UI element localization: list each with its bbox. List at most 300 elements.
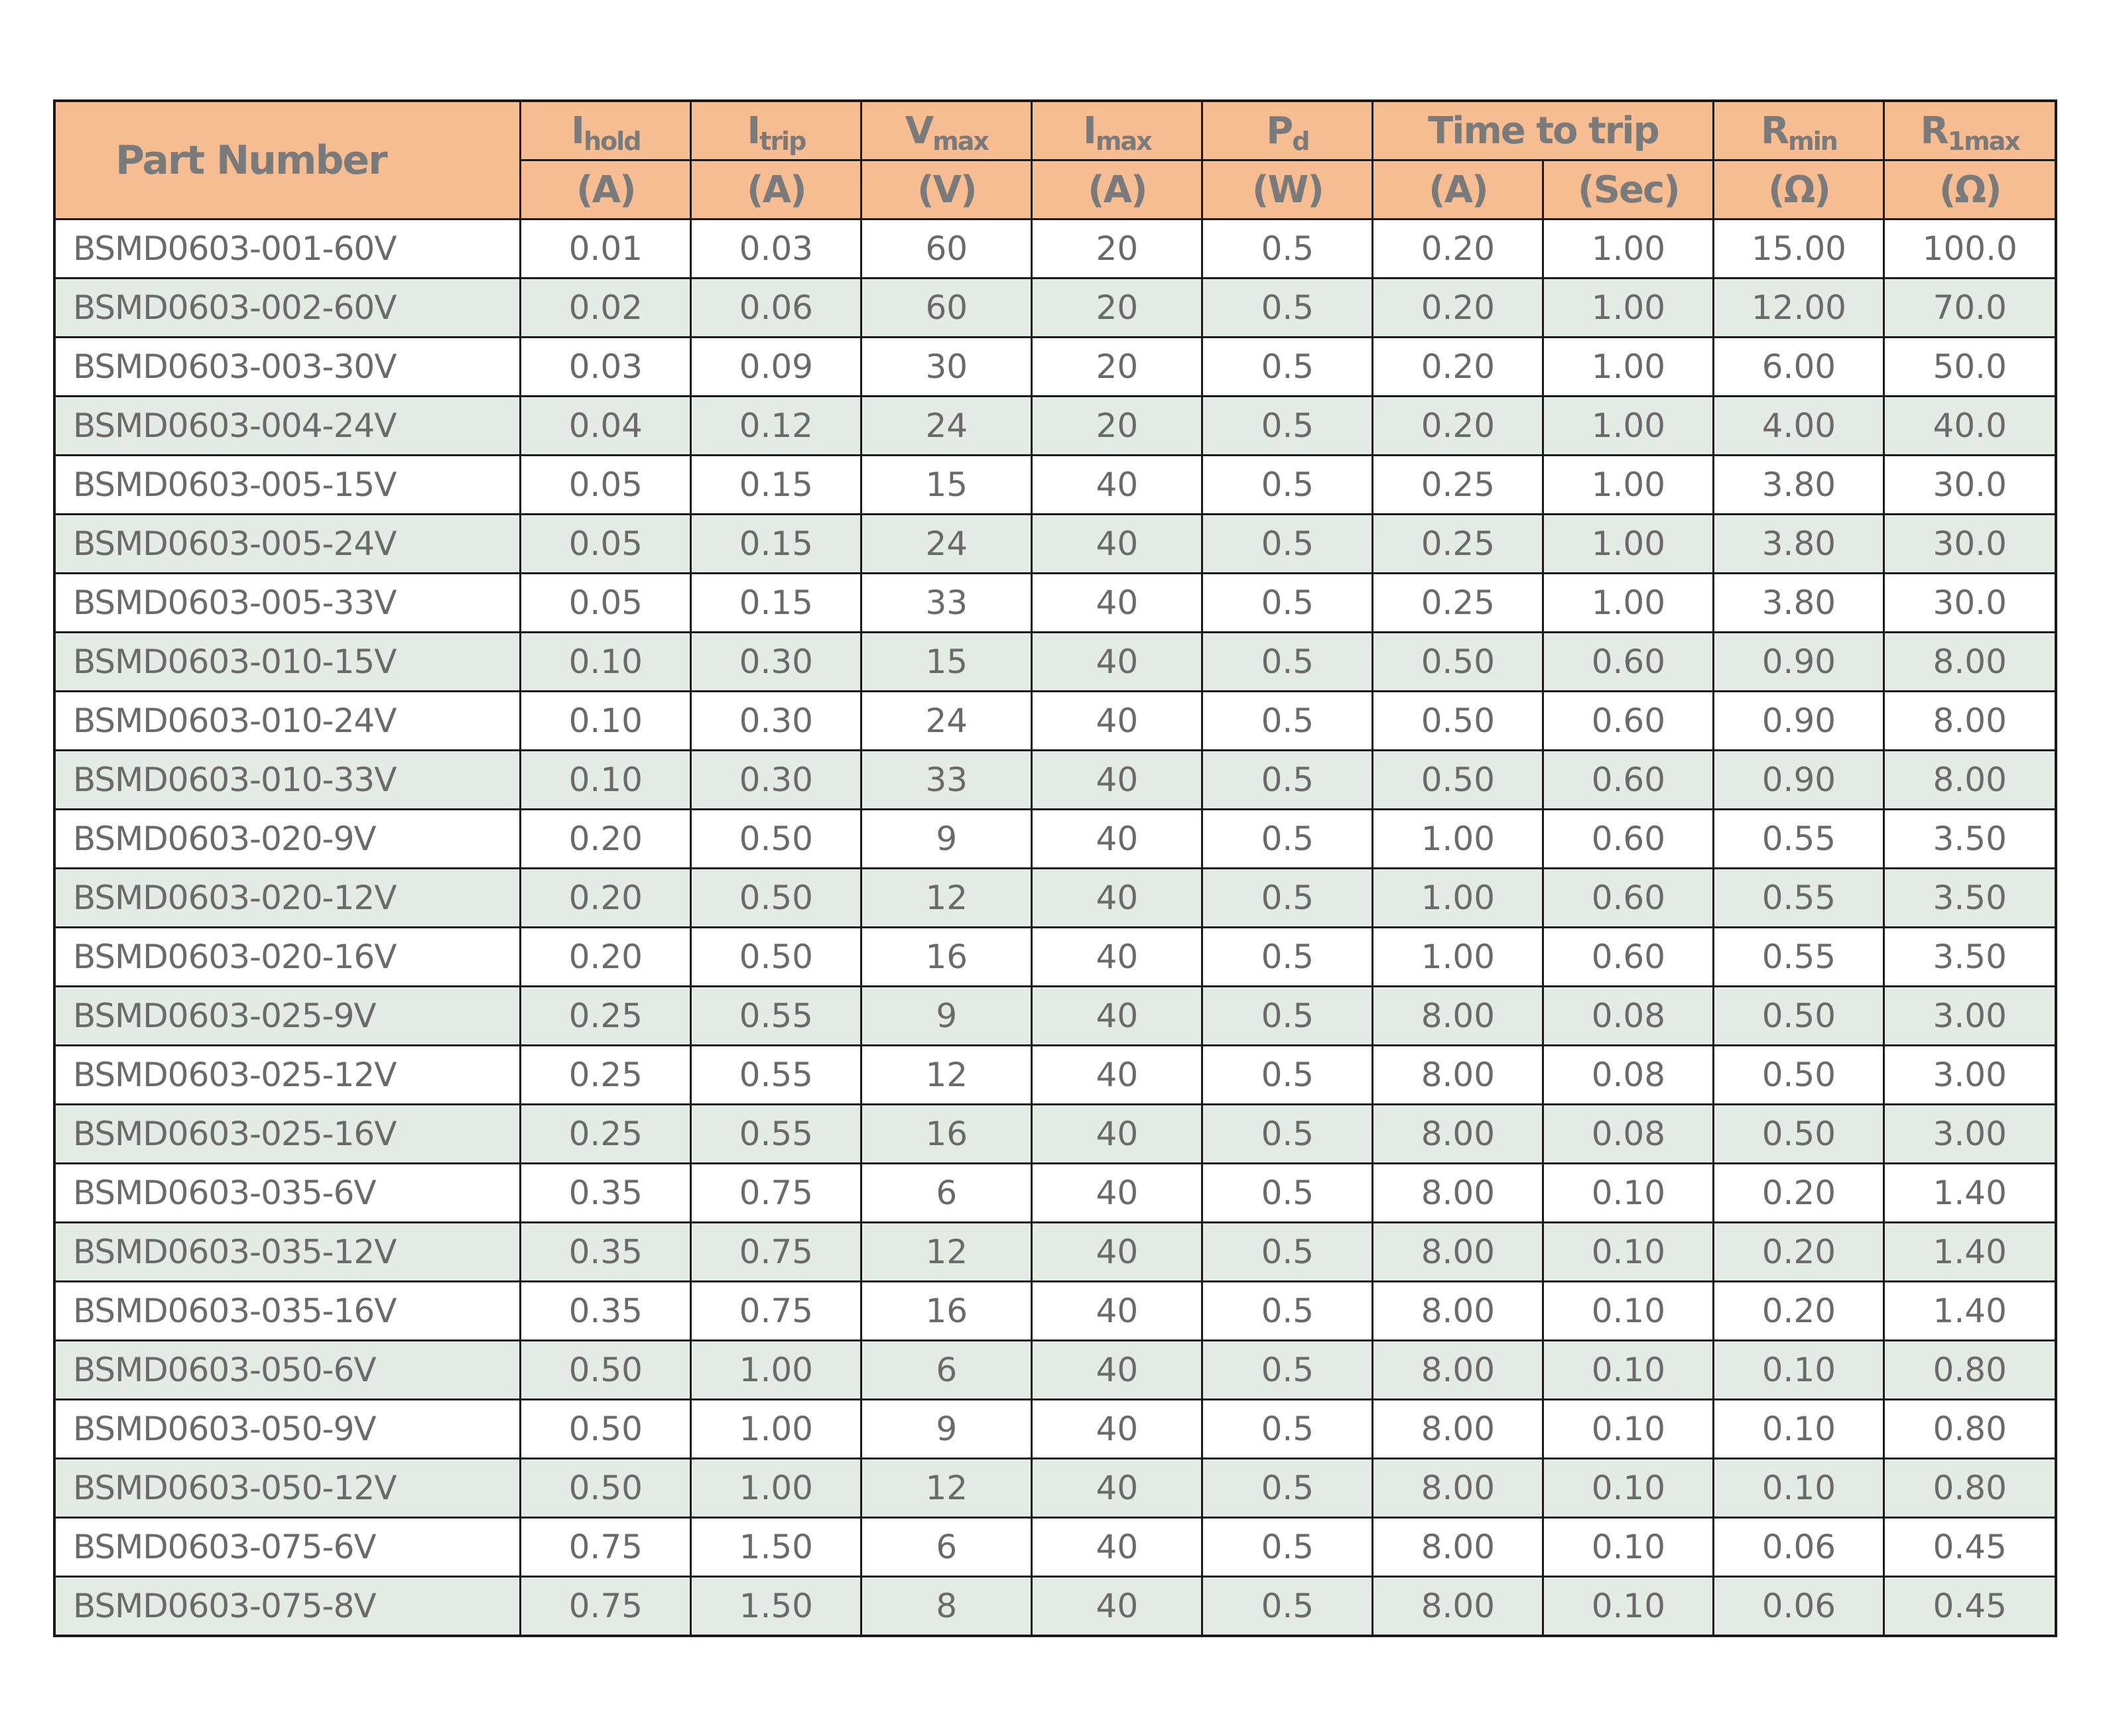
cell-pd: 0.5 — [1202, 1105, 1373, 1164]
cell-part-number: BSMD0603-003-30V — [54, 338, 521, 397]
cell-trip-time: 1.00 — [1543, 574, 1714, 633]
cell-r1max: 8.00 — [1884, 692, 2056, 751]
header-imax-sub: max — [1095, 126, 1151, 156]
cell-vmax: 16 — [861, 1282, 1032, 1341]
cell-r1max: 1.40 — [1884, 1223, 2056, 1282]
cell-r1max: 1.40 — [1884, 1164, 2056, 1223]
header-time-to-trip-unit-sec: (Sec) — [1543, 160, 1714, 219]
cell-itrip: 0.09 — [691, 338, 861, 397]
cell-pd: 0.5 — [1202, 1459, 1373, 1518]
cell-imax: 40 — [1032, 633, 1202, 692]
cell-ihold: 0.05 — [521, 574, 691, 633]
cell-trip-time: 0.10 — [1543, 1400, 1714, 1459]
cell-r1max: 40.0 — [1884, 397, 2056, 456]
table-body — [54, 219, 2056, 1637]
cell-trip-current: 1.00 — [1373, 869, 1543, 928]
cell-rmin: 0.10 — [1714, 1341, 1884, 1400]
cell-trip-time: 0.10 — [1543, 1518, 1714, 1577]
table-row — [54, 1518, 2056, 1577]
cell-rmin: 4.00 — [1714, 397, 1884, 456]
cell-vmax: 24 — [861, 692, 1032, 751]
cell-pd: 0.5 — [1202, 633, 1373, 692]
cell-pd: 0.5 — [1202, 1046, 1373, 1105]
cell-pd: 0.5 — [1202, 1341, 1373, 1400]
table-row — [54, 279, 2056, 338]
cell-ihold: 0.04 — [521, 397, 691, 456]
header-time-to-trip-unit-a: (A) — [1373, 160, 1543, 219]
cell-imax: 40 — [1032, 456, 1202, 515]
cell-part-number: BSMD0603-035-12V — [54, 1223, 521, 1282]
header-ihold-main: I — [571, 109, 584, 153]
cell-rmin: 3.80 — [1714, 574, 1884, 633]
cell-itrip: 0.30 — [691, 751, 861, 810]
cell-part-number: BSMD0603-020-16V — [54, 928, 521, 987]
header-itrip-main: I — [747, 109, 760, 153]
cell-itrip: 0.50 — [691, 810, 861, 869]
cell-rmin: 0.50 — [1714, 987, 1884, 1046]
table-row — [54, 338, 2056, 397]
cell-pd: 0.5 — [1202, 810, 1373, 869]
cell-vmax: 6 — [861, 1341, 1032, 1400]
cell-r1max: 8.00 — [1884, 633, 2056, 692]
cell-itrip: 1.50 — [691, 1518, 861, 1577]
cell-itrip: 0.55 — [691, 987, 861, 1046]
table-row — [54, 751, 2056, 810]
cell-pd: 0.5 — [1202, 692, 1373, 751]
header-pd — [1202, 101, 1373, 160]
header-ihold-sub: hold — [584, 126, 641, 156]
cell-r1max: 0.80 — [1884, 1341, 2056, 1400]
cell-rmin: 0.20 — [1714, 1223, 1884, 1282]
cell-ihold: 0.25 — [521, 987, 691, 1046]
cell-itrip: 1.00 — [691, 1459, 861, 1518]
cell-ihold: 0.01 — [521, 219, 691, 279]
cell-vmax: 12 — [861, 1459, 1032, 1518]
table-row — [54, 1223, 2056, 1282]
cell-trip-current: 0.50 — [1373, 692, 1543, 751]
cell-vmax: 12 — [861, 869, 1032, 928]
cell-vmax: 15 — [861, 456, 1032, 515]
cell-pd: 0.5 — [1202, 219, 1373, 279]
cell-imax: 40 — [1032, 987, 1202, 1046]
cell-part-number: BSMD0603-005-24V — [54, 515, 521, 574]
cell-imax: 40 — [1032, 574, 1202, 633]
cell-trip-current: 8.00 — [1373, 1400, 1543, 1459]
header-pd-unit: (W) — [1202, 160, 1373, 219]
cell-vmax: 15 — [861, 633, 1032, 692]
cell-r1max: 100.0 — [1884, 219, 2056, 279]
cell-ihold: 0.25 — [521, 1105, 691, 1164]
cell-rmin: 0.90 — [1714, 692, 1884, 751]
cell-itrip: 0.30 — [691, 633, 861, 692]
header-rmin-unit: (Ω) — [1714, 160, 1884, 219]
cell-trip-current: 8.00 — [1373, 1282, 1543, 1341]
cell-imax: 40 — [1032, 1341, 1202, 1400]
cell-part-number: BSMD0603-010-33V — [54, 751, 521, 810]
cell-part-number: BSMD0603-025-9V — [54, 987, 521, 1046]
cell-r1max: 8.00 — [1884, 751, 2056, 810]
cell-pd: 0.5 — [1202, 279, 1373, 338]
table-row — [54, 692, 2056, 751]
cell-imax: 20 — [1032, 338, 1202, 397]
cell-trip-time: 0.08 — [1543, 987, 1714, 1046]
table-row — [54, 869, 2056, 928]
cell-pd: 0.5 — [1202, 928, 1373, 987]
cell-ihold: 0.50 — [521, 1341, 691, 1400]
cell-trip-time: 0.60 — [1543, 692, 1714, 751]
cell-r1max: 50.0 — [1884, 338, 2056, 397]
header-itrip-sub: trip — [759, 126, 806, 156]
cell-vmax: 60 — [861, 219, 1032, 279]
header-rmin — [1714, 101, 1884, 160]
cell-trip-time: 1.00 — [1543, 219, 1714, 279]
header-rmin-main: R — [1761, 109, 1789, 153]
cell-trip-current: 0.20 — [1373, 397, 1543, 456]
cell-pd: 0.5 — [1202, 1282, 1373, 1341]
cell-trip-time: 0.10 — [1543, 1577, 1714, 1637]
cell-r1max: 30.0 — [1884, 515, 2056, 574]
cell-trip-current: 8.00 — [1373, 1341, 1543, 1400]
cell-vmax: 60 — [861, 279, 1032, 338]
cell-vmax: 9 — [861, 810, 1032, 869]
cell-part-number: BSMD0603-004-24V — [54, 397, 521, 456]
cell-trip-current: 0.25 — [1373, 515, 1543, 574]
cell-trip-current: 8.00 — [1373, 1459, 1543, 1518]
cell-ihold: 0.75 — [521, 1577, 691, 1637]
cell-vmax: 24 — [861, 397, 1032, 456]
cell-rmin: 0.50 — [1714, 1105, 1884, 1164]
cell-trip-current: 8.00 — [1373, 987, 1543, 1046]
cell-itrip: 0.12 — [691, 397, 861, 456]
cell-part-number: BSMD0603-020-9V — [54, 810, 521, 869]
header-ihold — [521, 101, 691, 160]
cell-pd: 0.5 — [1202, 515, 1373, 574]
table-row — [54, 810, 2056, 869]
header-pd-main: P — [1266, 109, 1293, 153]
cell-trip-current: 0.20 — [1373, 279, 1543, 338]
cell-vmax: 16 — [861, 1105, 1032, 1164]
cell-imax: 40 — [1032, 1223, 1202, 1282]
cell-trip-current: 0.25 — [1373, 456, 1543, 515]
header-rmin-sub: min — [1788, 126, 1837, 156]
cell-rmin: 6.00 — [1714, 338, 1884, 397]
cell-trip-time: 0.60 — [1543, 810, 1714, 869]
cell-trip-time: 0.60 — [1543, 633, 1714, 692]
cell-imax: 40 — [1032, 810, 1202, 869]
cell-itrip: 1.00 — [691, 1341, 861, 1400]
cell-vmax: 6 — [861, 1518, 1032, 1577]
cell-itrip: 0.50 — [691, 928, 861, 987]
cell-ihold: 0.35 — [521, 1223, 691, 1282]
cell-r1max: 30.0 — [1884, 574, 2056, 633]
cell-part-number: BSMD0603-075-6V — [54, 1518, 521, 1577]
cell-vmax: 33 — [861, 751, 1032, 810]
header-vmax-main: V — [905, 109, 933, 153]
cell-itrip: 0.15 — [691, 515, 861, 574]
header-r1max-sub: 1max — [1947, 126, 2019, 156]
cell-trip-time: 0.08 — [1543, 1105, 1714, 1164]
cell-ihold: 0.10 — [521, 633, 691, 692]
cell-pd: 0.5 — [1202, 574, 1373, 633]
header-imax-unit: (A) — [1032, 160, 1202, 219]
cell-trip-time: 0.60 — [1543, 928, 1714, 987]
cell-ihold: 0.02 — [521, 279, 691, 338]
cell-trip-time: 1.00 — [1543, 456, 1714, 515]
header-r1max-main: R — [1920, 109, 1948, 153]
cell-pd: 0.5 — [1202, 397, 1373, 456]
cell-rmin: 3.80 — [1714, 456, 1884, 515]
cell-rmin: 0.20 — [1714, 1282, 1884, 1341]
cell-trip-current: 8.00 — [1373, 1105, 1543, 1164]
cell-vmax: 8 — [861, 1577, 1032, 1637]
cell-ihold: 0.20 — [521, 869, 691, 928]
cell-trip-current: 8.00 — [1373, 1164, 1543, 1223]
table-row — [54, 219, 2056, 279]
cell-trip-current: 0.25 — [1373, 574, 1543, 633]
cell-imax: 40 — [1032, 928, 1202, 987]
cell-imax: 40 — [1032, 515, 1202, 574]
cell-trip-current: 8.00 — [1373, 1046, 1543, 1105]
cell-part-number: BSMD0603-025-12V — [54, 1046, 521, 1105]
cell-trip-time: 0.10 — [1543, 1459, 1714, 1518]
cell-trip-current: 1.00 — [1373, 928, 1543, 987]
cell-pd: 0.5 — [1202, 1164, 1373, 1223]
cell-imax: 40 — [1032, 751, 1202, 810]
cell-trip-current: 1.00 — [1373, 810, 1543, 869]
cell-pd: 0.5 — [1202, 456, 1373, 515]
cell-rmin: 0.55 — [1714, 810, 1884, 869]
cell-trip-current: 0.20 — [1373, 338, 1543, 397]
cell-r1max: 3.00 — [1884, 1046, 2056, 1105]
cell-rmin: 0.55 — [1714, 928, 1884, 987]
cell-rmin: 0.06 — [1714, 1577, 1884, 1637]
cell-trip-time: 0.10 — [1543, 1282, 1714, 1341]
cell-rmin: 0.50 — [1714, 1046, 1884, 1105]
cell-ihold: 0.25 — [521, 1046, 691, 1105]
cell-r1max: 0.80 — [1884, 1459, 2056, 1518]
cell-itrip: 0.50 — [691, 869, 861, 928]
cell-vmax: 12 — [861, 1223, 1032, 1282]
cell-rmin: 0.10 — [1714, 1459, 1884, 1518]
cell-itrip: 0.75 — [691, 1282, 861, 1341]
table-row — [54, 1459, 2056, 1518]
header-r1max-unit: (Ω) — [1884, 160, 2056, 219]
cell-part-number: BSMD0603-002-60V — [54, 279, 521, 338]
cell-rmin: 3.80 — [1714, 515, 1884, 574]
cell-part-number: BSMD0603-025-16V — [54, 1105, 521, 1164]
cell-part-number: BSMD0603-005-15V — [54, 456, 521, 515]
cell-rmin: 15.00 — [1714, 219, 1884, 279]
cell-vmax: 33 — [861, 574, 1032, 633]
cell-imax: 40 — [1032, 1164, 1202, 1223]
cell-trip-current: 0.50 — [1373, 751, 1543, 810]
cell-itrip: 1.00 — [691, 1400, 861, 1459]
header-part-number: Part Number — [54, 101, 521, 219]
table-row — [54, 1046, 2056, 1105]
cell-trip-time: 1.00 — [1543, 279, 1714, 338]
cell-part-number: BSMD0603-005-33V — [54, 574, 521, 633]
cell-itrip: 0.15 — [691, 574, 861, 633]
cell-pd: 0.5 — [1202, 1223, 1373, 1282]
cell-trip-current: 0.20 — [1373, 219, 1543, 279]
cell-r1max: 0.80 — [1884, 1400, 2056, 1459]
cell-r1max: 3.50 — [1884, 810, 2056, 869]
header-vmax-unit: (V) — [861, 160, 1032, 219]
cell-trip-current: 0.50 — [1373, 633, 1543, 692]
cell-vmax: 12 — [861, 1046, 1032, 1105]
cell-imax: 40 — [1032, 1459, 1202, 1518]
cell-itrip: 0.55 — [691, 1046, 861, 1105]
cell-trip-current: 8.00 — [1373, 1518, 1543, 1577]
cell-pd: 0.5 — [1202, 987, 1373, 1046]
cell-trip-current: 8.00 — [1373, 1223, 1543, 1282]
table-row — [54, 456, 2056, 515]
cell-ihold: 0.35 — [521, 1282, 691, 1341]
cell-imax: 40 — [1032, 692, 1202, 751]
cell-pd: 0.5 — [1202, 751, 1373, 810]
cell-rmin: 0.10 — [1714, 1400, 1884, 1459]
cell-r1max: 3.50 — [1884, 869, 2056, 928]
cell-itrip: 0.75 — [691, 1164, 861, 1223]
cell-itrip: 0.03 — [691, 219, 861, 279]
table-row — [54, 1164, 2056, 1223]
cell-vmax: 9 — [861, 987, 1032, 1046]
cell-imax: 20 — [1032, 279, 1202, 338]
header-r1max — [1884, 101, 2056, 160]
cell-part-number: BSMD0603-050-12V — [54, 1459, 521, 1518]
cell-vmax: 6 — [861, 1164, 1032, 1223]
cell-itrip: 0.75 — [691, 1223, 861, 1282]
cell-part-number: BSMD0603-010-15V — [54, 633, 521, 692]
cell-trip-time: 0.10 — [1543, 1164, 1714, 1223]
header-itrip — [691, 101, 861, 160]
table-row — [54, 987, 2056, 1046]
table-row — [54, 1105, 2056, 1164]
cell-vmax: 16 — [861, 928, 1032, 987]
cell-r1max: 30.0 — [1884, 456, 2056, 515]
cell-itrip: 0.30 — [691, 692, 861, 751]
cell-itrip: 1.50 — [691, 1577, 861, 1637]
cell-imax: 40 — [1032, 1046, 1202, 1105]
table-row — [54, 1577, 2056, 1637]
cell-itrip: 0.55 — [691, 1105, 861, 1164]
cell-itrip: 0.15 — [691, 456, 861, 515]
cell-part-number: BSMD0603-050-6V — [54, 1341, 521, 1400]
cell-part-number: BSMD0603-035-16V — [54, 1282, 521, 1341]
cell-rmin: 12.00 — [1714, 279, 1884, 338]
cell-ihold: 0.05 — [521, 456, 691, 515]
cell-pd: 0.5 — [1202, 1400, 1373, 1459]
cell-pd: 0.5 — [1202, 869, 1373, 928]
cell-r1max: 3.00 — [1884, 1105, 2056, 1164]
cell-pd: 0.5 — [1202, 1577, 1373, 1637]
cell-imax: 20 — [1032, 397, 1202, 456]
cell-trip-time: 0.10 — [1543, 1223, 1714, 1282]
cell-part-number: BSMD0603-010-24V — [54, 692, 521, 751]
cell-ihold: 0.50 — [521, 1400, 691, 1459]
header-vmax — [861, 101, 1032, 160]
cell-imax: 40 — [1032, 869, 1202, 928]
table-row — [54, 1282, 2056, 1341]
cell-vmax: 9 — [861, 1400, 1032, 1459]
cell-pd: 0.5 — [1202, 338, 1373, 397]
header-ihold-unit: (A) — [521, 160, 691, 219]
table-row — [54, 397, 2056, 456]
cell-r1max: 1.40 — [1884, 1282, 2056, 1341]
table-row — [54, 515, 2056, 574]
table-row — [54, 633, 2056, 692]
cell-ihold: 0.20 — [521, 810, 691, 869]
table-header — [54, 101, 2056, 219]
cell-part-number: BSMD0603-035-6V — [54, 1164, 521, 1223]
cell-trip-time: 1.00 — [1543, 338, 1714, 397]
cell-trip-time: 0.60 — [1543, 751, 1714, 810]
cell-imax: 40 — [1032, 1518, 1202, 1577]
cell-ihold: 0.10 — [521, 751, 691, 810]
cell-trip-time: 0.60 — [1543, 869, 1714, 928]
cell-trip-time: 0.08 — [1543, 1046, 1714, 1105]
cell-r1max: 3.00 — [1884, 987, 2056, 1046]
cell-rmin: 0.55 — [1714, 869, 1884, 928]
table-row — [54, 928, 2056, 987]
cell-part-number: BSMD0603-050-9V — [54, 1400, 521, 1459]
header-imax — [1032, 101, 1202, 160]
cell-ihold: 0.20 — [521, 928, 691, 987]
cell-part-number: BSMD0603-075-8V — [54, 1577, 521, 1637]
cell-ihold: 0.05 — [521, 515, 691, 574]
header-imax-main: I — [1083, 109, 1096, 153]
cell-vmax: 30 — [861, 338, 1032, 397]
cell-rmin: 0.90 — [1714, 751, 1884, 810]
cell-ihold: 0.75 — [521, 1518, 691, 1577]
cell-r1max: 0.45 — [1884, 1577, 2056, 1637]
cell-imax: 40 — [1032, 1577, 1202, 1637]
cell-part-number: BSMD0603-020-12V — [54, 869, 521, 928]
cell-imax: 20 — [1032, 219, 1202, 279]
table-row — [54, 1400, 2056, 1459]
cell-imax: 40 — [1032, 1400, 1202, 1459]
cell-itrip: 0.06 — [691, 279, 861, 338]
cell-trip-time: 0.10 — [1543, 1341, 1714, 1400]
cell-trip-time: 1.00 — [1543, 515, 1714, 574]
cell-ihold: 0.03 — [521, 338, 691, 397]
cell-ihold: 0.35 — [521, 1164, 691, 1223]
cell-r1max: 3.50 — [1884, 928, 2056, 987]
cell-imax: 40 — [1032, 1105, 1202, 1164]
cell-r1max: 0.45 — [1884, 1518, 2056, 1577]
header-itrip-unit: (A) — [691, 160, 861, 219]
cell-ihold: 0.10 — [521, 692, 691, 751]
cell-trip-time: 1.00 — [1543, 397, 1714, 456]
cell-r1max: 70.0 — [1884, 279, 2056, 338]
header-vmax-sub: max — [932, 126, 988, 156]
table-row — [54, 1341, 2056, 1400]
spec-table — [53, 99, 2057, 1637]
cell-part-number: BSMD0603-001-60V — [54, 219, 521, 279]
header-pd-sub: d — [1292, 126, 1309, 156]
cell-trip-current: 8.00 — [1373, 1577, 1543, 1637]
table-row — [54, 574, 2056, 633]
cell-rmin: 0.06 — [1714, 1518, 1884, 1577]
cell-rmin: 0.90 — [1714, 633, 1884, 692]
cell-ihold: 0.50 — [521, 1459, 691, 1518]
header-time-to-trip: Time to trip — [1373, 101, 1714, 160]
header-row-symbols — [54, 101, 2056, 160]
cell-rmin: 0.20 — [1714, 1164, 1884, 1223]
cell-pd: 0.5 — [1202, 1518, 1373, 1577]
cell-imax: 40 — [1032, 1282, 1202, 1341]
cell-vmax: 24 — [861, 515, 1032, 574]
